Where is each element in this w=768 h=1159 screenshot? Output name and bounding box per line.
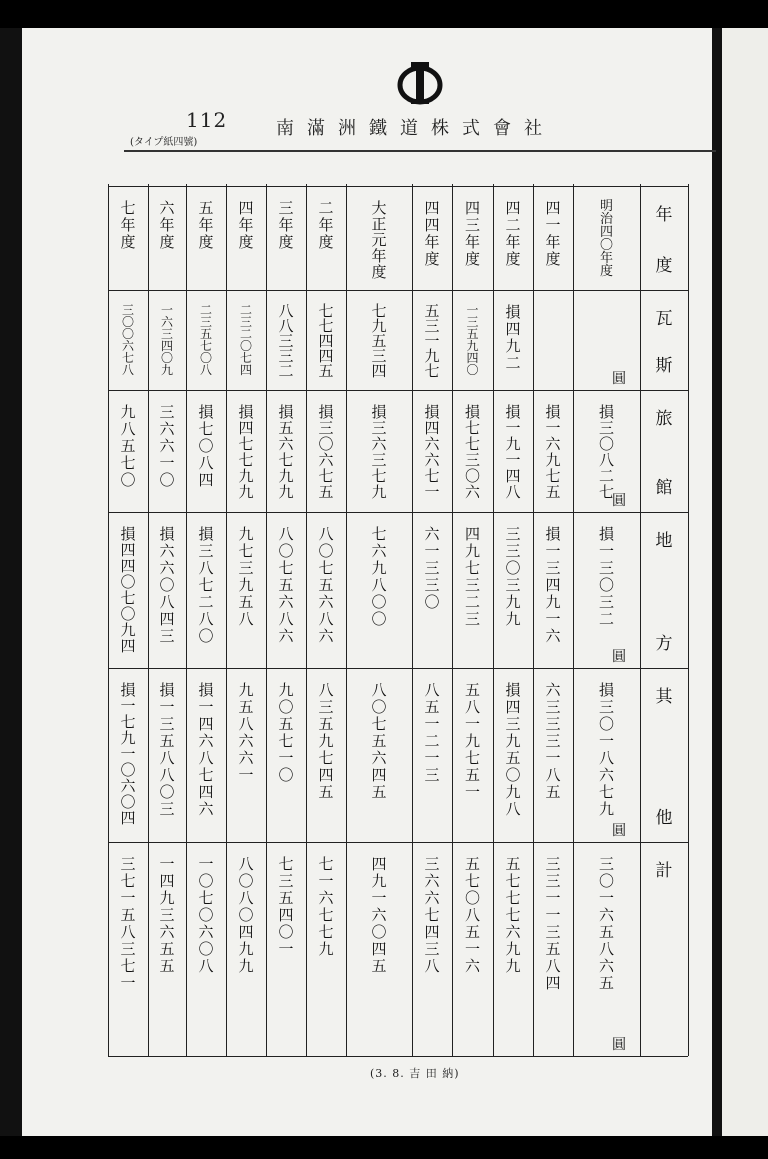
table-cell-local: 損 六 六 〇 八 四 三: [159, 525, 175, 645]
column-header-total: [640, 842, 688, 1056]
table-row-line: [108, 390, 688, 391]
column-header-year: [640, 186, 688, 290]
table-cell-year: 三 年 度: [278, 199, 294, 251]
unit-label-hotel: 圓: [612, 493, 626, 509]
table-cell-total: 三 三 一 一 三 五 八 四: [545, 855, 561, 992]
company-name: 南滿洲鐵道株式會社: [276, 118, 555, 139]
table-cell-hotel: 損 四 六 六 七 一: [424, 403, 440, 501]
table-row-line: [108, 842, 688, 843]
table-cell-gas: 七 九 五 三 四: [371, 302, 387, 380]
table-cell-hotel: 損 三 六 三 七 九: [371, 403, 387, 501]
column-header-label: 年 度: [655, 205, 673, 276]
table-cell-year: 五 年 度: [198, 199, 214, 251]
table-cell-total: 一 〇 七 〇 六 〇 八: [198, 855, 214, 975]
table-cell-other: 損 一 三 五 八 八 〇 三: [159, 681, 175, 818]
column-header-label: 瓦 斯: [655, 309, 673, 376]
table-row-line: [108, 668, 688, 669]
column-header-local: [640, 512, 688, 668]
column-header-gas: [640, 290, 688, 390]
table-cell-gas: 一 六 三 四 〇 九: [160, 303, 173, 377]
table-cell-total: 五 七 七 七 六 九 九: [505, 855, 521, 975]
table-cell-total: 四 九 一 六 〇 四 五: [371, 855, 387, 975]
table-cell-hotel: 損 三 〇 六 七 五: [318, 403, 334, 501]
table-cell-hotel: 九 八 五 七 〇: [120, 403, 136, 489]
table-cell-year: 二 年 度: [318, 199, 334, 251]
table-cell-local: 七 六 九 八 〇 〇: [371, 525, 387, 628]
table-cell-total: 一 四 九 三 六 五 五: [159, 855, 175, 975]
table-cell-total: 八 〇 八 〇 四 九 九: [238, 855, 254, 975]
table-cell-other: 損 一 七 九 一 〇 六 〇 四: [120, 681, 136, 827]
table-cell-year: 四 年 度: [238, 199, 254, 251]
unit-label-other: 圓: [612, 823, 626, 839]
unit-label-local: 圓: [612, 649, 626, 665]
table-cell-hotel: 損 七 七 三 〇 六: [464, 403, 480, 501]
left-binding: [0, 28, 22, 1136]
table-cell-gas: 七 七 四 四 五: [318, 302, 334, 380]
table-cell-gas: 八 八 三 三 二: [278, 302, 294, 380]
table-cell-year: 大 正 元 年 度: [371, 199, 387, 281]
table-cell-gas: 三 〇 〇 六 七 八: [121, 303, 134, 377]
table-cell-local: 四 九 七 三 二 三: [464, 525, 480, 628]
column-header-label: 計: [655, 861, 673, 881]
table-cell-other: 損 四 三 九 五 〇 九 八: [505, 681, 521, 818]
table-cell-local: 三 三 〇 三 九 九: [505, 525, 521, 628]
column-header-other: [640, 668, 688, 842]
table-cell-gas: 二 三 二 〇 七 四: [239, 303, 252, 377]
table-cell-hotel: 損 一 九 一 四 八: [505, 403, 521, 501]
form-note: (タイプ紙四號): [130, 137, 198, 148]
unit-label-total: 圓: [612, 1037, 626, 1053]
table-cell-gas: 二 三 五 七 〇 八: [199, 303, 212, 377]
table-cell-hotel: 損 七 〇 八 四: [198, 403, 214, 489]
column-header-hotel: [640, 390, 688, 512]
column-header-label: 其 他: [655, 687, 673, 828]
table-cell-other: 八 〇 七 五 六 四 五: [371, 681, 387, 801]
table-cell-local: 九 七 三 九 五 八: [238, 525, 254, 628]
table-cell-other: 九 〇 五 七 一 〇: [278, 681, 294, 784]
table-cell-year: 四 三 年 度: [464, 199, 480, 268]
table-cell-total: 七 三 五 四 〇 一: [278, 855, 294, 958]
printer-note: (3. 8. 吉 田 納): [370, 1067, 460, 1080]
table-cell-gas: 損 四 九 二: [505, 303, 521, 372]
next-page-edge: [722, 28, 768, 1136]
table-cell-gas: 一 三 五 九 四 〇: [466, 303, 479, 377]
table-cell-total: 七 一 六 七 七 九: [318, 855, 334, 958]
table-cell-local: 八 〇 七 五 六 八 六: [278, 525, 294, 645]
table-cell-year: 四 一 年 度: [545, 199, 561, 268]
table-cell-other: 六 三 三 三 一 八 五: [545, 681, 561, 801]
table-cell-local: 損 四 四 〇 七 〇 九 四: [120, 525, 136, 655]
table-cell-other: 五 八 一 九 七 五 一: [464, 681, 480, 801]
table-cell-total: 三 〇 一 六 五 八 六 五: [598, 855, 614, 992]
table-cell-local: 損 三 八 七 二 八 〇: [198, 525, 214, 645]
table-cell-local: 損 一 三 四 九 一 六: [545, 525, 561, 645]
table-cell-year: 四 四 年 度: [424, 199, 440, 268]
book-spine: [712, 28, 722, 1136]
company-logo-icon: [397, 59, 443, 107]
table-cell-other: 九 五 八 六 六 一: [238, 681, 254, 784]
table-cell-hotel: 損 五 六 七 九 九: [278, 403, 294, 501]
table-cell-total: 五 七 〇 八 五 一 六: [464, 855, 480, 975]
table-column-line: [688, 184, 689, 1056]
table-cell-hotel: 損 一 六 九 七 五: [545, 403, 561, 501]
table-cell-local: 六 一 三 三 〇: [424, 525, 440, 611]
table-cell-total: 三 六 六 七 四 三 八: [424, 855, 440, 975]
table-cell-hotel: 損 四 七 七 九 九: [238, 403, 254, 501]
table-cell-other: 八 五 一 二 一 三: [424, 681, 440, 784]
table-cell-other: 八 三 五 九 七 四 五: [318, 681, 334, 801]
table-cell-total: 三 七 一 五 八 三 七 一: [120, 855, 136, 992]
bottom-border: [0, 1136, 768, 1159]
table-cell-other: 損 一 四 六 八 七 四 六: [198, 681, 214, 818]
table-cell-year: 七 年 度: [120, 199, 136, 251]
header-rule: [124, 150, 716, 152]
column-header-label: 地 方: [655, 531, 673, 654]
table-cell-hotel: 損 三 〇 八 二 七: [598, 403, 614, 501]
table-cell-gas: 五 三 一 九 七: [424, 302, 440, 380]
table-cell-year: 明 治 四 〇 年 度: [599, 199, 613, 279]
page-number: 112: [186, 108, 228, 132]
unit-label-gas: 圓: [612, 371, 626, 387]
table-row-line: [108, 186, 688, 187]
table-cell-local: 損 一 三 〇 三 二: [598, 525, 614, 628]
table-cell-hotel: 三 六 六 一 〇: [159, 403, 175, 489]
table-row-line: [108, 1056, 688, 1057]
column-header-label: 旅 館: [655, 409, 673, 498]
table-cell-local: 八 〇 七 五 六 八 六: [318, 525, 334, 645]
table-cell-year: 六 年 度: [159, 199, 175, 251]
table-cell-other: 損 三 〇 一 八 六 七 九: [598, 681, 614, 818]
table-row-line: [108, 512, 688, 513]
table-row-line: [108, 290, 688, 291]
table-cell-year: 四 二 年 度: [505, 199, 521, 268]
